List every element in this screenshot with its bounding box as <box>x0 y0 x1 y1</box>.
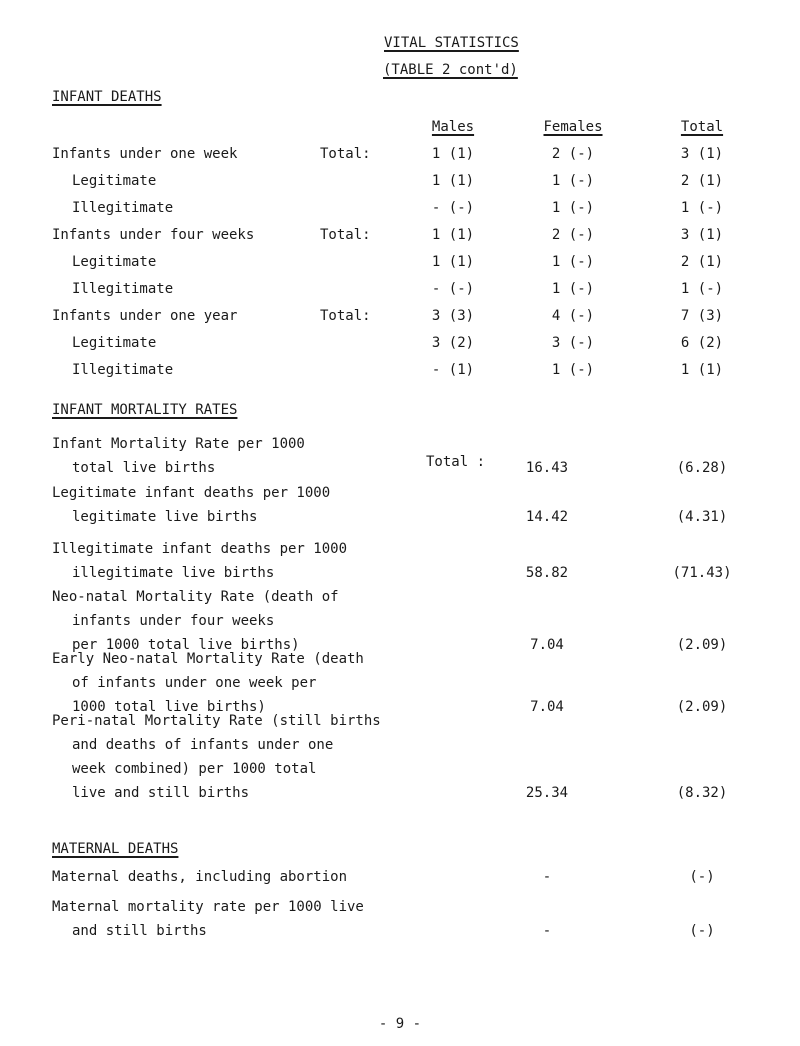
row-label: Illegitimate <box>72 281 174 297</box>
rate-description-line: Neo-natal Mortality Rate (death of <box>52 589 339 605</box>
rate-description-line: Legitimate infant deaths per 1000 <box>52 485 331 501</box>
column-header-females: Females <box>543 119 603 135</box>
row-label: Infants under four weeks <box>52 227 255 243</box>
rate-bracket-value: (2.09) <box>676 699 728 715</box>
cell-males: - (1) <box>431 362 475 378</box>
maternal-value: - <box>542 923 552 939</box>
rate-description-line: illegitimate live births <box>72 565 275 581</box>
column-header-total: Total <box>680 119 724 135</box>
cell-total: 7 (3) <box>680 308 724 324</box>
maternal-description-line: Maternal mortality rate per 1000 live <box>52 899 364 915</box>
cell-males: - (-) <box>431 200 475 216</box>
table-subtitle: (TABLE 2 cont'd) <box>383 62 518 78</box>
row-label: Legitimate <box>72 335 157 351</box>
rate-value: 7.04 <box>530 699 564 715</box>
row-label: Legitimate <box>72 254 157 270</box>
rate-description-line: legitimate live births <box>72 509 258 525</box>
rate-description-line: Peri-natal Mortality Rate (still births <box>52 713 381 729</box>
maternal-description-line: and still births <box>72 923 207 939</box>
rate-description-line: Early Neo-natal Mortality Rate (death <box>52 651 364 667</box>
document-title: VITAL STATISTICS <box>384 35 519 51</box>
rate-value: 16.43 <box>525 460 569 476</box>
row-label: Legitimate <box>72 173 157 189</box>
cell-females: 3 (-) <box>551 335 595 351</box>
maternal-bracket-value: (-) <box>689 923 715 939</box>
maternal-deaths-heading: MATERNAL DEATHS <box>52 841 179 857</box>
cell-total: 6 (2) <box>680 335 724 351</box>
rate-value: 14.42 <box>525 509 569 525</box>
cell-females: 1 (-) <box>551 254 595 270</box>
rate-value: 7.04 <box>530 637 564 653</box>
rate-description-line: 1000 total live births) <box>72 699 266 715</box>
cell-males: 3 (3) <box>431 308 475 324</box>
cell-males: 1 (1) <box>431 227 475 243</box>
cell-males: 1 (1) <box>431 146 475 162</box>
rate-description-line: and deaths of infants under one <box>72 737 334 753</box>
cell-females: 1 (-) <box>551 362 595 378</box>
cell-total: 3 (1) <box>680 146 724 162</box>
rate-bracket-value: (8.32) <box>676 785 728 801</box>
row-total-label: Total: <box>320 308 371 324</box>
row-label: Illegitimate <box>72 362 174 378</box>
row-total-label: Total: <box>320 227 371 243</box>
cell-total: 1 (1) <box>680 362 724 378</box>
rate-description-line: live and still births <box>72 785 250 801</box>
cell-males: 1 (1) <box>431 173 475 189</box>
rate-description-line: of infants under one week per <box>72 675 317 691</box>
cell-females: 1 (-) <box>551 281 595 297</box>
rate-value: 58.82 <box>525 565 569 581</box>
rate-bracket-value: (4.31) <box>676 509 728 525</box>
page-number: - 9 - <box>378 1016 422 1032</box>
rate-bracket-value: (2.09) <box>676 637 728 653</box>
cell-males: 3 (2) <box>431 335 475 351</box>
rate-description-line: Infant Mortality Rate per 1000 <box>52 436 305 452</box>
rate-description-line: total live births <box>72 460 216 476</box>
row-label: Infants under one year <box>52 308 238 324</box>
rate-bracket-value: (6.28) <box>676 460 728 476</box>
rate-description-line: week combined) per 1000 total <box>72 761 317 777</box>
cell-total: 2 (1) <box>680 254 724 270</box>
infant-deaths-heading: INFANT DEATHS <box>52 89 162 105</box>
cell-total: 3 (1) <box>680 227 724 243</box>
cell-total: 1 (-) <box>680 200 724 216</box>
cell-females: 2 (-) <box>551 146 595 162</box>
rate-bracket-value: (71.43) <box>672 565 732 581</box>
cell-females: 1 (-) <box>551 200 595 216</box>
row-label: Infants under one week <box>52 146 238 162</box>
cell-females: 1 (-) <box>551 173 595 189</box>
rate-description-line: Illegitimate infant deaths per 1000 <box>52 541 348 557</box>
rate-description-line: infants under four weeks <box>72 613 275 629</box>
cell-males: - (-) <box>431 281 475 297</box>
infant-mortality-rates-heading: INFANT MORTALITY RATES <box>52 402 238 418</box>
row-total-label: Total: <box>320 146 371 162</box>
row-label: Illegitimate <box>72 200 174 216</box>
maternal-bracket-value: (-) <box>689 869 715 885</box>
cell-females: 4 (-) <box>551 308 595 324</box>
cell-males: 1 (1) <box>431 254 475 270</box>
maternal-description-line: Maternal deaths, including abortion <box>52 869 348 885</box>
rate-description-line: per 1000 total live births) <box>72 637 300 653</box>
rate-value: 25.34 <box>525 785 569 801</box>
column-header-males: Males <box>431 119 475 135</box>
cell-total: 2 (1) <box>680 173 724 189</box>
cell-females: 2 (-) <box>551 227 595 243</box>
maternal-value: - <box>542 869 552 885</box>
rates-total-label: Total : <box>426 454 486 470</box>
cell-total: 1 (-) <box>680 281 724 297</box>
